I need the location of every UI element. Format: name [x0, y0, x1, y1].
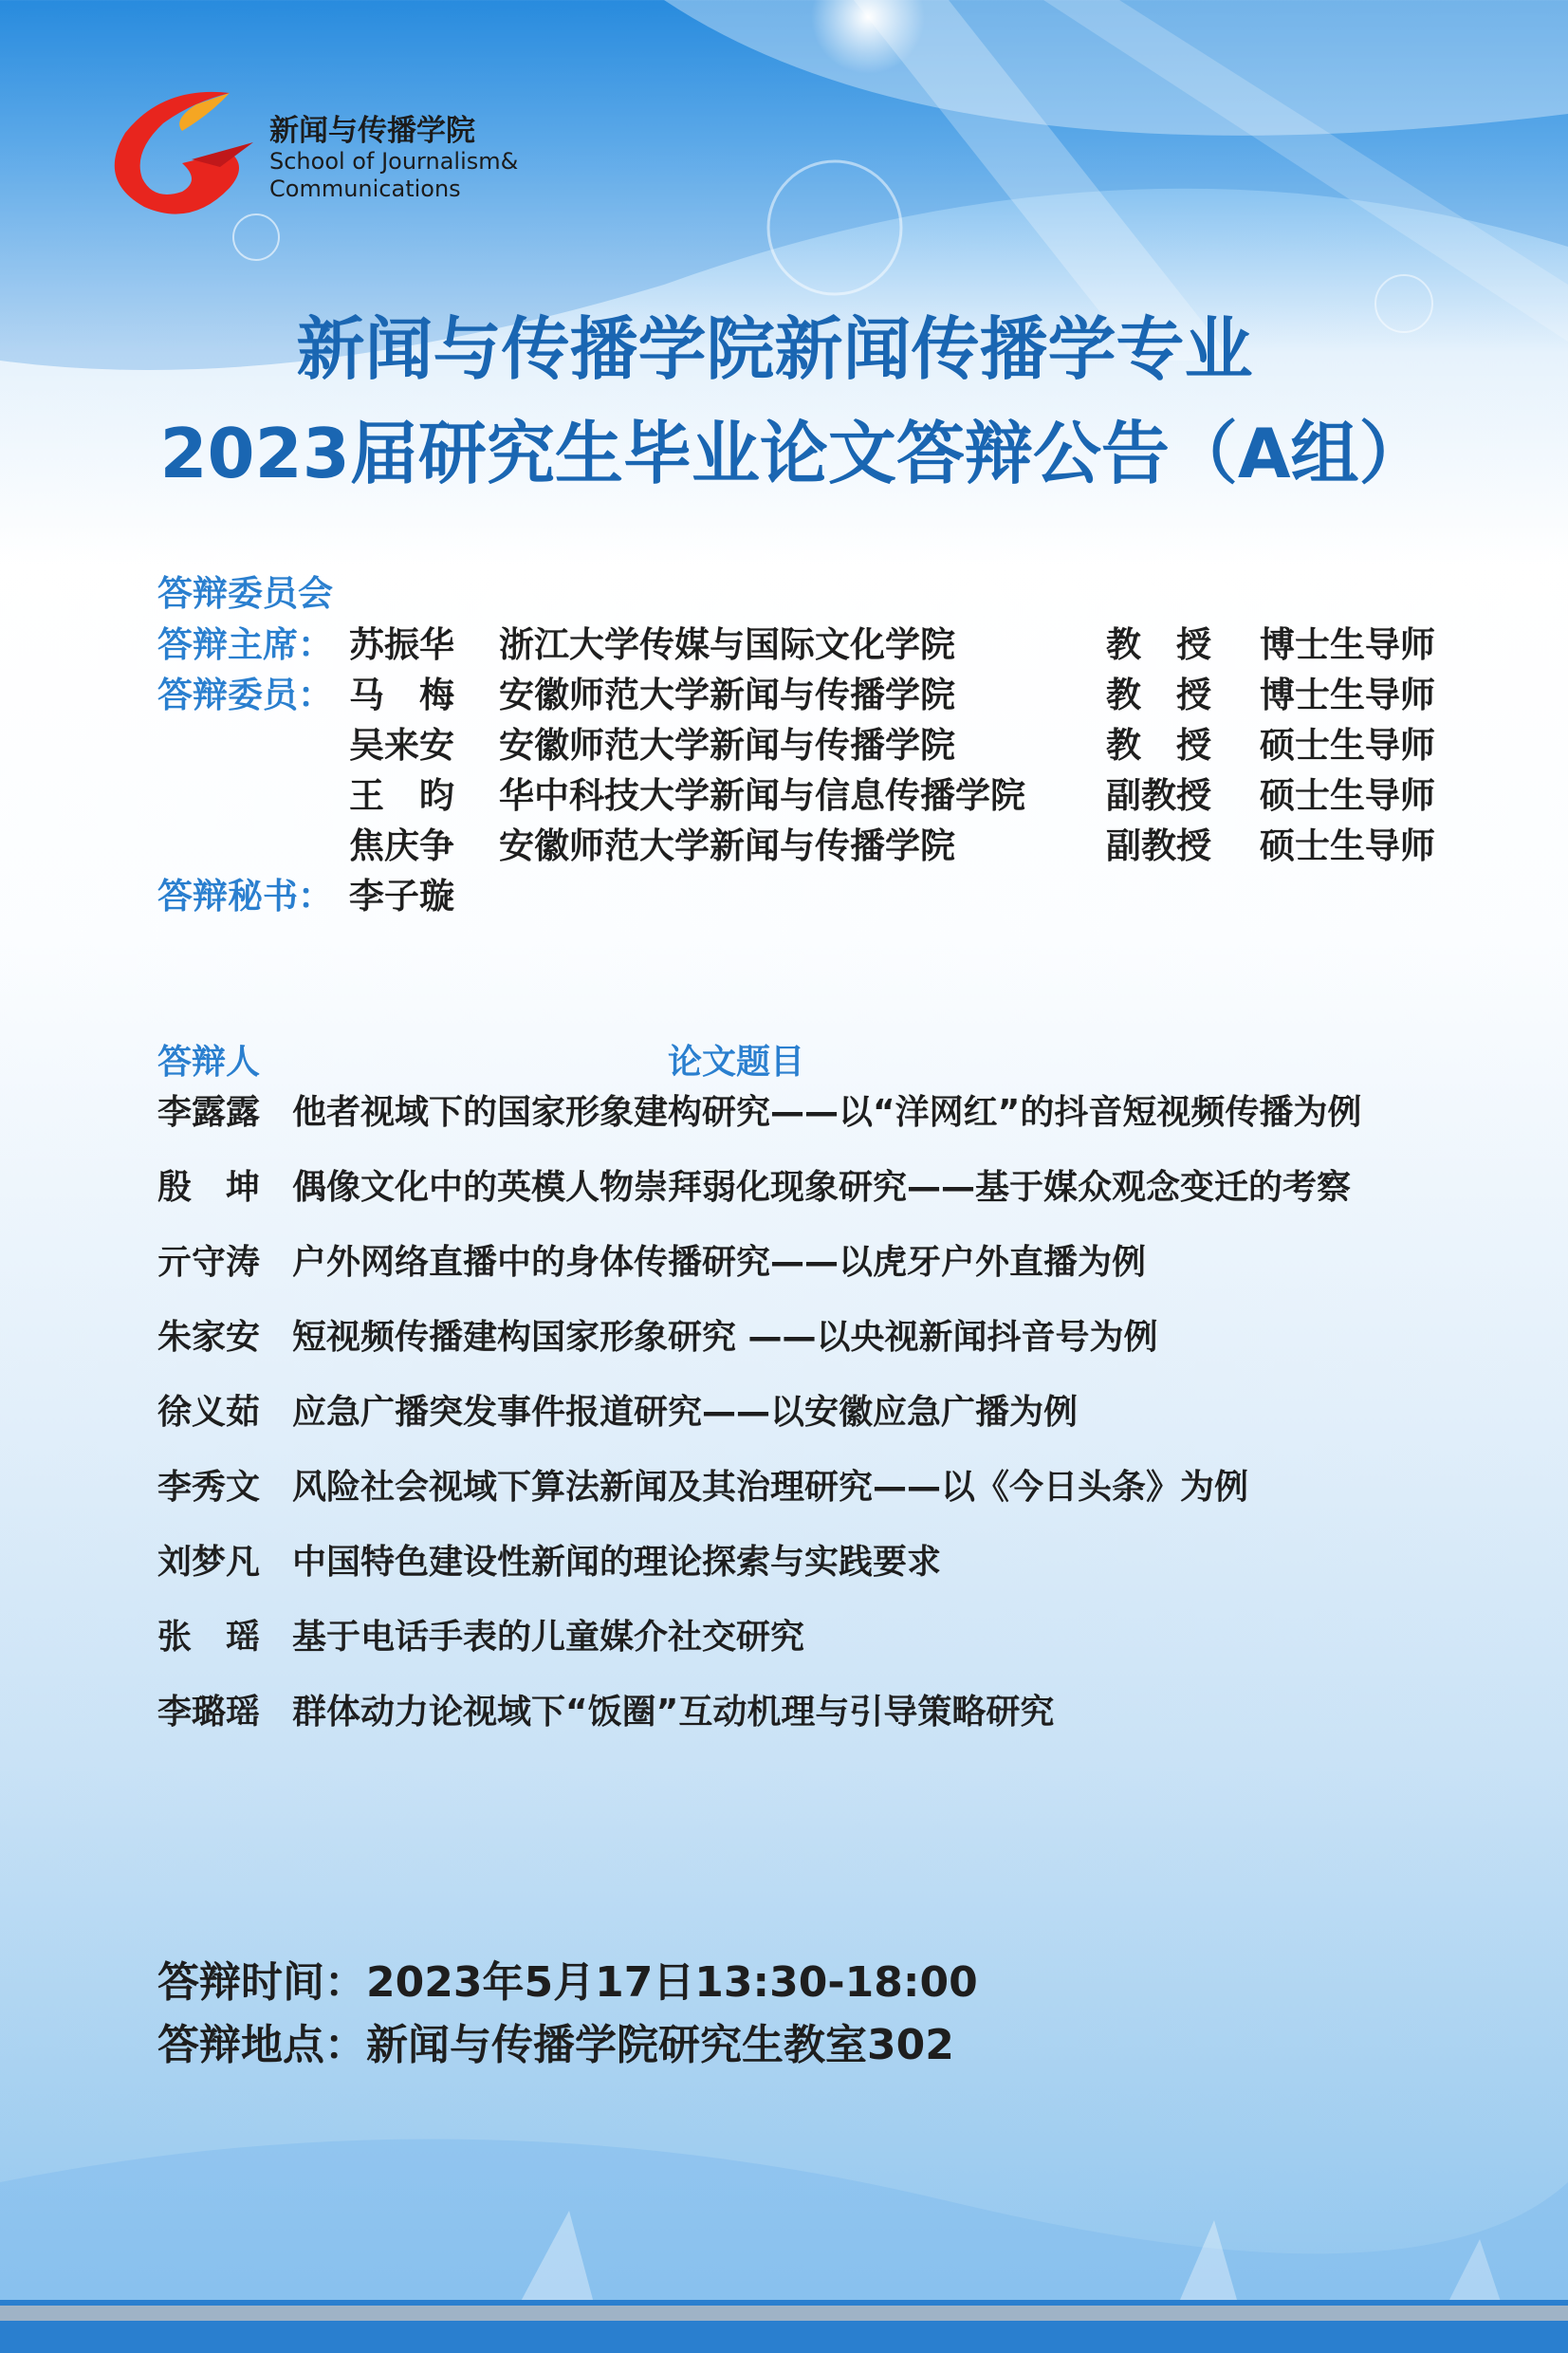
member-organization: 安徽师范大学新闻与传播学院: [499, 725, 955, 766]
bottom-divider: [0, 2306, 1568, 2321]
thesis-title: 群体动力论视域下“饭圈”互动机理与引导策略研究: [292, 1693, 1055, 1732]
member-title: 副教授: [1106, 775, 1211, 816]
thesis-row: [157, 1084, 1485, 1141]
member-organization: 安徽师范大学新闻与传播学院: [499, 675, 955, 715]
committee-member-row: [157, 622, 1485, 668]
defense-time-value: 2023年5月17日13:30-18:00: [366, 1958, 978, 2007]
thesis-row: [157, 1309, 1485, 1366]
defendant-name: 张 瑶: [157, 1618, 261, 1657]
thesis-row: [157, 1384, 1485, 1441]
school-name-en-line1: School of Journalism&: [269, 148, 519, 175]
member-advisor-level: 博士生导师: [1260, 624, 1435, 665]
defendant-column-header: 答辩人: [157, 1043, 261, 1082]
notice-title-line2: 2023届研究生毕业论文答辩公告（A组）: [159, 414, 1428, 493]
school-name-en-line2: Communications: [269, 176, 461, 202]
school-name-cn: 新闻与传播学院: [269, 114, 475, 148]
thesis-row: [157, 1609, 1485, 1666]
member-role: 答辩主席：: [157, 624, 333, 665]
committee-member-row: [157, 824, 1485, 869]
member-name: 吴来安: [349, 725, 454, 766]
committee-heading: 答辩委员会: [157, 573, 333, 614]
thesis-title: 偶像文化中的英模人物崇拜弱化现象研究——基于媒众观念变迁的考察: [292, 1168, 1352, 1207]
member-advisor-level: 硕士生导师: [1260, 725, 1435, 766]
committee-member-row: [157, 673, 1485, 718]
thesis-title: 基于电话手表的儿童媒介社交研究: [292, 1618, 805, 1657]
committee-member-row: [157, 773, 1485, 819]
defendant-name: 殷 坤: [157, 1168, 261, 1207]
school-name: [269, 114, 518, 203]
member-title: 副教授: [1106, 825, 1211, 866]
member-advisor-level: 博士生导师: [1260, 675, 1435, 715]
thesis-row: [157, 1234, 1485, 1291]
defense-place-label: 答辩地点：: [157, 2021, 366, 2069]
defense-time-label: 答辩时间：: [157, 1958, 366, 2007]
defense-time: [157, 1955, 978, 2011]
school-emblem-icon: [87, 76, 258, 218]
member-title: 教 授: [1106, 675, 1211, 715]
member-name: 焦庆争: [349, 825, 454, 866]
thesis-title: 风险社会视域下算法新闻及其治理研究——以《今日头条》为例: [292, 1468, 1249, 1507]
member-title: 教 授: [1106, 624, 1211, 665]
thesis-title: 应急广播突发事件报道研究——以安徽应急广播为例: [292, 1393, 1079, 1432]
committee-member-row: [157, 723, 1485, 769]
defendant-name: 李璐瑶: [157, 1693, 261, 1732]
member-name: 苏振华: [349, 624, 454, 665]
member-title: 教 授: [1106, 725, 1211, 766]
defense-place: [157, 2017, 954, 2074]
defendant-name: 亓守涛: [157, 1243, 261, 1282]
defendant-name: 李秀文: [157, 1468, 261, 1507]
thesis-title: 短视频传播建构国家形象研究 ——以央视新闻抖音号为例: [292, 1318, 1158, 1357]
member-name: 马 梅: [349, 675, 454, 715]
defendant-name: 李露露: [157, 1093, 261, 1132]
secretary-label: 答辩秘书：: [157, 876, 333, 917]
member-role: 答辩委员：: [157, 675, 333, 715]
member-organization: 浙江大学传媒与国际文化学院: [499, 624, 955, 665]
thesis-title: 中国特色建设性新闻的理论探索与实践要求: [292, 1543, 942, 1582]
school-logo: [87, 76, 562, 218]
defense-place-value: 新闻与传播学院研究生教室302: [366, 2021, 954, 2069]
thesis-title-column-header: 论文题目: [668, 1043, 805, 1082]
secretary-name: 李子璇: [349, 876, 454, 917]
committee-secretary-row: [157, 874, 1485, 919]
thesis-title: 他者视域下的国家形象建构研究——以“洋网红”的抖音短视频传播为例: [292, 1093, 1362, 1132]
thesis-row: [157, 1459, 1485, 1516]
notice-title-line1: 新闻与传播学院新闻传播学专业: [296, 309, 1253, 389]
thesis-row: [157, 1684, 1485, 1741]
defendant-name: 刘梦凡: [157, 1543, 261, 1582]
defendant-name: 朱家安: [157, 1318, 261, 1357]
thesis-row: [157, 1159, 1485, 1216]
member-advisor-level: 硕士生导师: [1260, 825, 1435, 866]
defendant-name: 徐义茹: [157, 1393, 261, 1432]
member-advisor-level: 硕士生导师: [1260, 775, 1435, 816]
member-organization: 安徽师范大学新闻与传播学院: [499, 825, 955, 866]
thesis-title: 户外网络直播中的身体传播研究——以虎牙户外直播为例: [292, 1243, 1147, 1282]
thesis-row: [157, 1534, 1485, 1591]
member-name: 王 昀: [349, 775, 454, 816]
member-organization: 华中科技大学新闻与信息传播学院: [499, 775, 1025, 816]
